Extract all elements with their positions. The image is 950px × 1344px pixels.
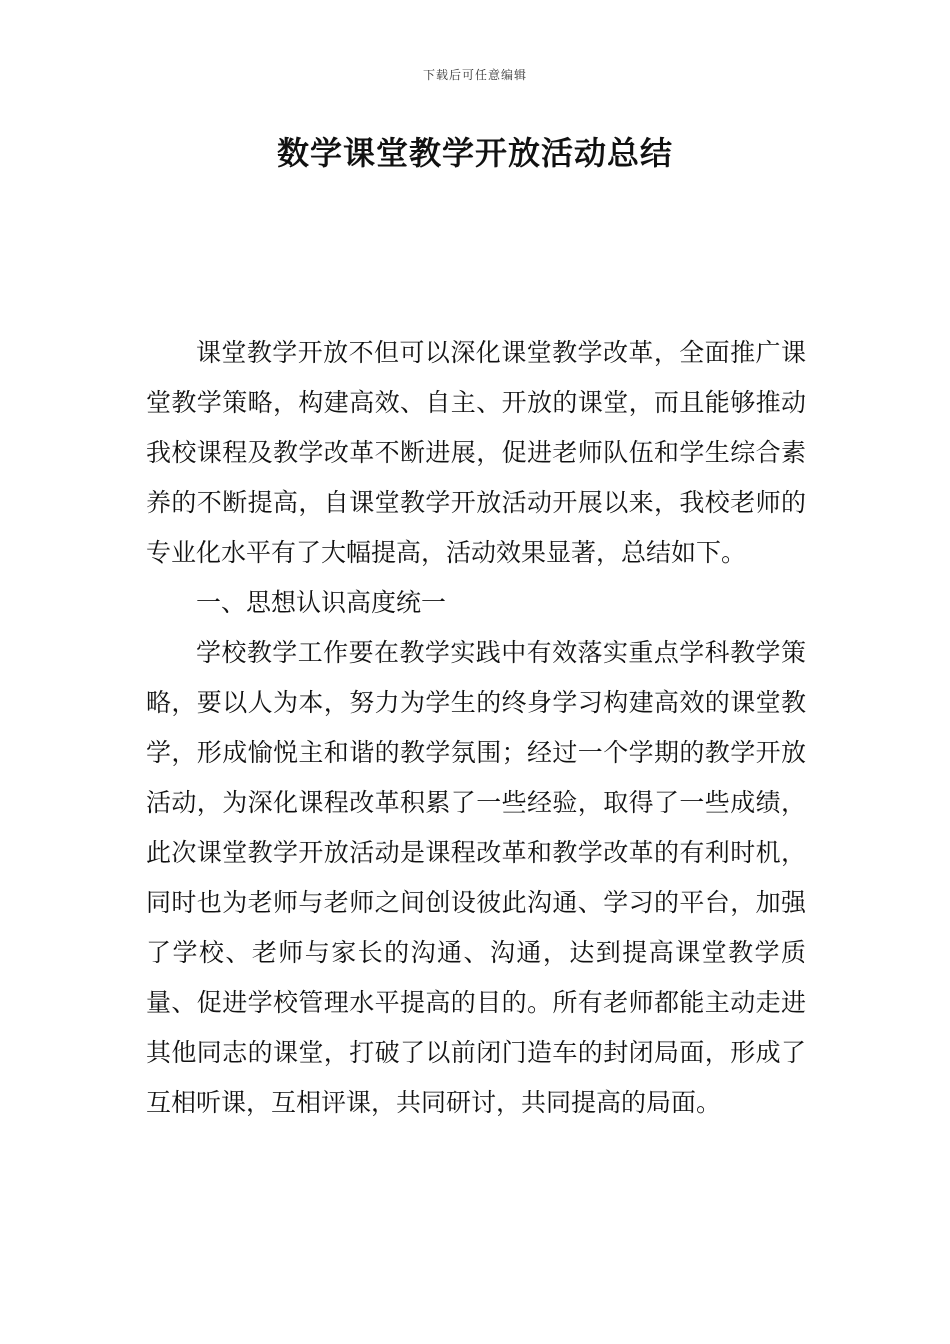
intro-paragraph: 课堂教学开放不但可以深化课堂教学改革，全面推广课堂教学策略，构建高效、自主、开放的课堂，而且能够推动我校课程及教学改革不断进展，促进老师队伍和学生综合素养的不断提高，自课堂教学开放活动开展以来，我校老师的专业化水平有了大幅提高，活动效果显著，总结如下。 <box>146 338 806 567</box>
section-heading: 一、思想认识高度统一 <box>196 588 447 617</box>
section-paragraph: 学校教学工作要在教学实践中有效落实重点学科教学策略，要以人为本，努力为学生的终身学习构建高效的课堂教学，形成愉悦主和谐的教学氛围；经过一个学期的教学开放活动，为深化课程改革积累了一些经验，取得了一些成绩，此次课堂教学开放活动是课程改革和教学改革的有利时机，同时也为老师与老师之间创设彼此沟通、学习的平台，加强了学校、老师与家长的沟通、沟通，达到提高课堂教学质量、促进学校管理水平提高的目的。所有老师都能主动走进其他同志的课堂，打破了以前闭门造车的封闭局面，形成了互相听课，互相评课，共同研讨，共同提高的局面。 <box>146 638 806 1117</box>
document-title: 数学课堂教学开放活动总结 <box>276 134 673 172</box>
document-body <box>146 328 806 1128</box>
header-note: 下载后可任意编辑 <box>422 68 527 82</box>
